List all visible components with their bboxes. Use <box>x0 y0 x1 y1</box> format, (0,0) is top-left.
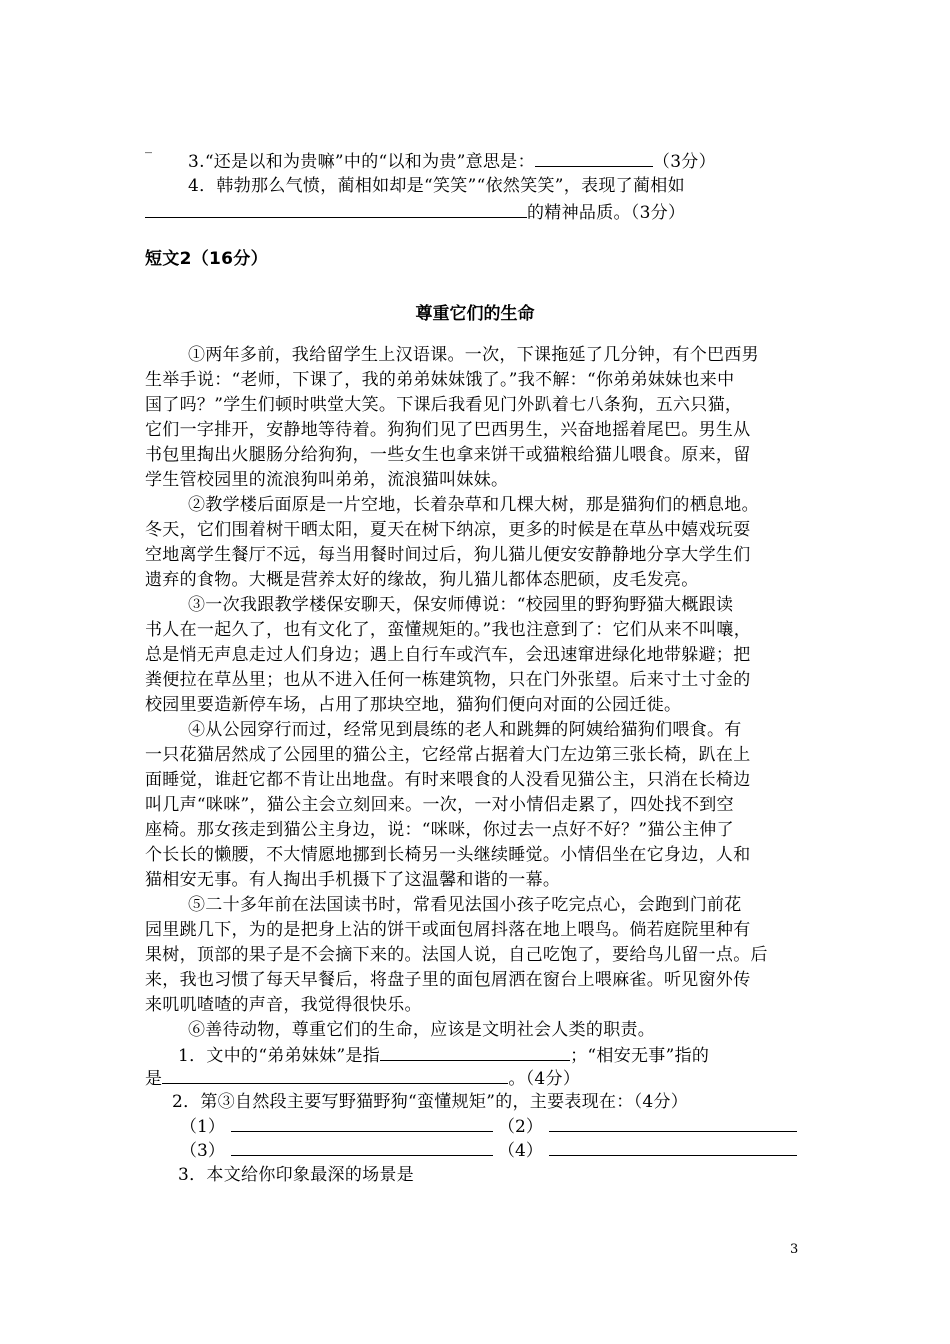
question-1-text: 1．文中的“弟弟妹妹”是指 <box>178 1046 381 1066</box>
paragraph-line: 空地离学生餐厅不远，每当用餐时间过后，狗儿猫儿便安安静静地分享大学生们 <box>145 545 751 565</box>
question-2-line: 2．第③自然段主要写野猫野狗“蛮懂规矩”的，主要表现在：（4分） <box>172 1092 689 1112</box>
question-4-line-1: 4．韩勃那么气愤，蔺相如却是“笑笑”“依然笑笑”，表现了蔺相如 <box>188 176 685 196</box>
answer-blank[interactable] <box>145 200 527 218</box>
answer-row-3 <box>180 1138 493 1163</box>
answer-row-1 <box>180 1114 493 1139</box>
paragraph-line: 书人在一起久了，也有文化了，蛮懂规矩的。”我也注意到了：它们从来不叫嚷， <box>145 620 751 640</box>
answer-label: （2） <box>498 1117 543 1137</box>
answer-row-4 <box>498 1138 797 1163</box>
question-3-score: （3分） <box>652 152 716 172</box>
question-3-line: 3．本文给你印象最深的场景是 <box>178 1165 415 1185</box>
paragraph-line: 学生管校园里的流浪狗叫弟弟，流浪猫叫妹妹。 <box>145 470 509 490</box>
paragraph-line: 总是悄无声息走过人们身边；遇上自行车或汽车，会迅速窜进绿化地带躲避；把 <box>145 645 751 665</box>
answer-blank[interactable] <box>535 149 653 167</box>
question-3-line <box>188 149 805 174</box>
paragraph-line: ⑤二十多年前在法国读书时，常看见法国小孩子吃完点心，会跑到门前花 <box>188 895 742 915</box>
section-heading: 短文2（16分） <box>145 249 268 269</box>
paragraph-line: 生举手说：“老师，下课了，我的弟弟妹妹饿了。”我不解：“你弟弟妹妹也来中 <box>145 370 735 390</box>
paragraph-line: 粪便拉在草丛里；也从不进入任何一栋建筑物，只在门外张望。后来寸土寸金的 <box>145 670 751 690</box>
paragraph-line: 园里跳几下，为的是把身上沾的饼干或面包屑抖落在地上喂鸟。倘若庭院里种有 <box>145 920 751 940</box>
paragraph-line: 来，我也习惯了每天早餐后，将盘子里的面包屑洒在窗台上喂麻雀。听见窗外传 <box>145 970 751 990</box>
question-1-score: 。（4分） <box>508 1069 581 1089</box>
answer-label: （3） <box>180 1141 225 1161</box>
question-3-text: 3.“还是以和为贵嘛”中的“以和为贵”意思是： <box>188 152 535 172</box>
question-4-tail: 的精神品质。（3分） <box>527 203 686 223</box>
paragraph-line: ④从公园穿行而过，经常见到晨练的老人和跳舞的阿姨给猫狗们喂食。有 <box>188 720 742 740</box>
question-1-line <box>178 1043 838 1068</box>
paragraph-line: 国了吗？”学生们顿时哄堂大笑。下课后我看见门外趴着七八条狗，五六只猫， <box>145 395 743 415</box>
answer-blank[interactable] <box>231 1114 493 1132</box>
question-1-line-2 <box>145 1066 805 1091</box>
answer-blank[interactable] <box>162 1066 508 1084</box>
paragraph-line: ②教学楼后面原是一片空地，长着杂草和几棵大树，那是猫狗们的栖息地。 <box>188 495 759 515</box>
paragraph-line: 面睡觉，谁赶它都不肯让出地盘。有时来喂食的人没看见猫公主，只消在长椅边 <box>145 770 751 790</box>
paragraph-line: 冬天，它们围着树干晒太阳，夏天在树下纳凉，更多的时候是在草丛中嬉戏玩耍 <box>145 520 751 540</box>
answer-label: （4） <box>498 1141 543 1161</box>
question-1-text-b: ；“相安无事”指的 <box>570 1046 710 1066</box>
question-4-line-2 <box>145 200 805 225</box>
answer-label: （1） <box>180 1117 225 1137</box>
paragraph-line: 来叽叽喳喳的声音，我觉得很快乐。 <box>145 995 422 1015</box>
paragraph-line: 个长长的懒腰，不大情愿地挪到长椅另一头继续睡觉。小情侣坐在它身边，人和 <box>145 845 751 865</box>
paragraph-line: 果树，顶部的果子是不会摘下来的。法国人说，自己吃饱了，要给鸟儿留一点。后 <box>145 945 768 965</box>
paragraph-line: 叫几声“咪咪”，猫公主会立刻回来。一次，一对小情侣走累了，四处找不到空 <box>145 795 734 815</box>
paragraph-line: 遗弃的食物。大概是营养太好的缘故，狗儿猫儿都体态肥硕，皮毛发亮。 <box>145 570 699 590</box>
answer-blank[interactable] <box>380 1043 570 1061</box>
answer-blank[interactable] <box>549 1114 797 1132</box>
page-number: 3 <box>790 1242 799 1257</box>
paragraph-line: 座椅。那女孩走到猫公主身边，说：“咪咪，你过去一点好不好？”猫公主伸了 <box>145 820 734 840</box>
paragraph-line: 校园里要造新停车场，占用了那块空地，猫狗们便向对面的公园迁徙。 <box>145 695 682 715</box>
article-title: 尊重它们的生命 <box>415 304 535 324</box>
paragraph-line: 书包里掏出火腿肠分给狗狗，一些女生也拿来饼干或猫粮给猫儿喂食。原来，留 <box>145 445 751 465</box>
question-1-text-c: 是 <box>145 1069 163 1089</box>
answer-blank[interactable] <box>549 1138 797 1156</box>
paragraph-line: 猫相安无事。有人掏出手机摄下了这温馨和谐的一幕。 <box>145 870 561 890</box>
top-mark: _ <box>145 138 152 154</box>
paragraph-line: 它们一字排开，安静地等待着。狗狗们见了巴西男生，兴奋地摇着尾巴。男生从 <box>145 420 751 440</box>
answer-blank[interactable] <box>231 1138 493 1156</box>
paragraph-line: 一只花猫居然成了公园里的猫公主，它经常占据着大门左边第三张长椅，趴在上 <box>145 745 751 765</box>
paragraph-line: ⑥善待动物，尊重它们的生命，应该是文明社会人类的职责。 <box>188 1020 656 1040</box>
paragraph-line: ①两年多前，我给留学生上汉语课。一次，下课拖延了几分钟，有个巴西男 <box>188 345 759 365</box>
paragraph-line: ③一次我跟教学楼保安聊天，保安师傅说：“校园里的野狗野猫大概跟读 <box>188 595 734 615</box>
answer-row-2 <box>498 1114 797 1139</box>
